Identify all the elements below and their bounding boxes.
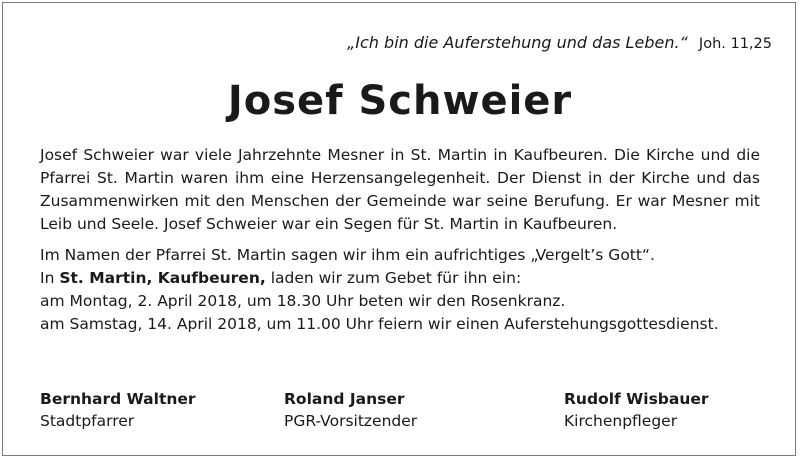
signatory-role: PGR-Vorsitzender	[284, 412, 418, 430]
invitation-location: St. Martin, Kaufbeuren,	[59, 269, 266, 287]
signatory-role: Stadtpfarrer	[40, 412, 135, 430]
thanks-line: Im Namen der Pfarrei St. Martin sagen wir ihm ein aufrichtiges „Vergelt’s Gott“.	[40, 246, 655, 264]
rosary-line: am Montag, 2. April 2018, um 18.30 Uhr beten wir den Rosenkranz.	[40, 292, 566, 310]
signatures	[40, 388, 760, 436]
invitation-line	[40, 267, 760, 290]
bible-verse	[347, 33, 772, 54]
signatory	[40, 388, 196, 432]
signatory-name: Roland Janser	[284, 390, 405, 408]
signatory-role: Kirchenpfleger	[564, 412, 678, 430]
verse-quote: „Ich bin die Auferstehung und das Leben.“	[347, 33, 688, 52]
deceased-name: Josef Schweier	[227, 78, 573, 124]
invitation-prefix: In	[40, 269, 55, 287]
signatory-name: Rudolf Wisbauer	[564, 390, 709, 408]
notice-body	[40, 144, 760, 336]
service-line: am Samstag, 14. April 2018, um 11.00 Uhr feiern wir einen Auferstehungsgottesdienst.	[40, 315, 719, 333]
signatory-name: Bernhard Waltner	[40, 390, 196, 408]
tribute-paragraph: Josef Schweier war viele Jahrzehnte Mesner in St. Martin in Kaufbeuren. Die Kirche und die Pfarrei St. Martin waren ihm eine Herzensangelegenheit. Der Dienst in der Kirche und das Zusammenwirken mit den Menschen der Gemeinde war seine Berufung. Er war Mesner mit Leib und Seele. Josef Schweier war ein Segen für St. Martin in Kaufbeuren.	[40, 146, 760, 233]
invitation-suffix: laden wir zum Gebet für ihn ein:	[270, 269, 522, 287]
signatory	[284, 388, 417, 432]
verse-reference: Joh. 11,25	[698, 36, 772, 52]
signatory	[564, 388, 709, 432]
